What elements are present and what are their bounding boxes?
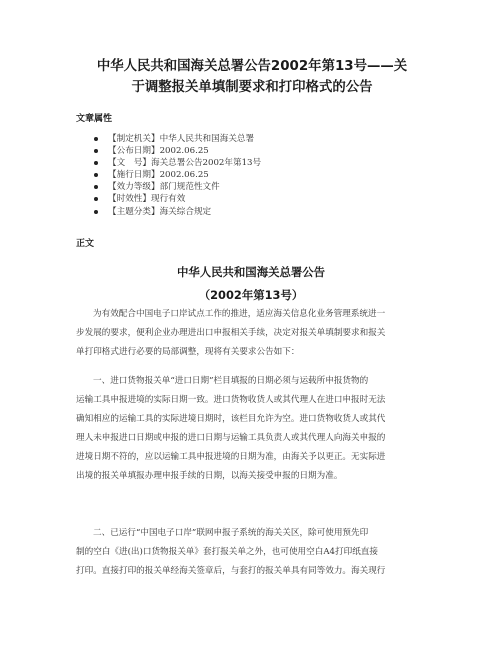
paragraph-item-2 — [76, 524, 428, 581]
paragraph-line: 为有效配合中国电子口岸试点工作的推进，适应海关信息化业务管理系统进一 — [93, 309, 386, 319]
paragraph-intro — [76, 305, 428, 362]
bullet-icon — [94, 210, 98, 214]
paragraph-line: 进境日期不符的，应以运输工具申报进境的日期为准，由海关予以更正。无实际进 — [76, 452, 386, 462]
attribute-text: 【效力等级】部门规范性文件 — [108, 182, 220, 193]
paragraph-line: 步发展的要求，便利企业办理进出口申报相关手续，决定对报关单填制要求和报关 — [76, 328, 386, 338]
paragraph-line: 出境的报关单填报办理申报手续的日期，以海关接受申报的日期为准。 — [76, 471, 343, 481]
paragraph-line: 打印。直接打印的报关单经海关签章后，与套打的报关单具有同等效力。海关现行 — [76, 566, 386, 576]
attribute-text: 【制定机关】中华人民共和国海关总署 — [108, 134, 255, 144]
body-title-line-1: 中华人民共和国海关总署公告 — [176, 265, 326, 279]
paragraph-line: 运输工具申报进境的实际日期一致。进口货物收货人或其代理人在进口申报时无法 — [76, 395, 386, 405]
document-title-line-1: 中华人民共和国海关总署公告2002年第13号——关 — [96, 59, 408, 74]
paragraph-line: 一、进口货物报关单“进口日期”栏目填报的日期必须与运载所申报货物的 — [93, 376, 369, 386]
document-title — [62, 56, 442, 98]
paragraph-line: 单打印格式进行必要的局部调整，现将有关要求公告如下： — [76, 347, 300, 357]
paragraph-line: 二、已运行“中国电子口岸”联网申报子系统的海关关区，除可使用预先印 — [93, 528, 369, 538]
bullet-icon — [94, 185, 98, 189]
paragraph-line: 确知相应的运输工具的实际进境日期时，该栏目允许为空。进口货物收货人或其代 — [76, 414, 386, 424]
attributes-heading: 文章属性 — [76, 114, 113, 124]
bullet-icon — [94, 173, 98, 177]
attribute-text: 【文 号】海关总署公告2002年第13号 — [108, 158, 262, 169]
attribute-text: 【公布日期】2002.06.25 — [108, 146, 209, 157]
body-heading: 正文 — [76, 239, 95, 249]
paragraph-item-1 — [76, 372, 428, 486]
attribute-text: 【时效性】现行有效 — [108, 194, 186, 205]
bullet-icon — [94, 197, 98, 201]
paragraph-line: 理人未申报进口日期或申报的进口日期与运输工具负责人或其代理人向海关申报的 — [76, 433, 386, 443]
paragraph-line: 制的空白《进(出)口货物报关单》套打报关单之外，也可使用空白A4打印纸直接 — [76, 547, 378, 557]
attribute-text: 【主题分类】海关综合规定 — [108, 206, 212, 217]
attribute-text: 【施行日期】2002.06.25 — [108, 170, 209, 181]
bullet-icon — [94, 149, 98, 153]
body-title-line-2: （2002年第13号） — [198, 288, 304, 302]
bullet-icon — [94, 137, 98, 141]
bullet-icon — [94, 161, 98, 165]
document-title-line-2: 于调整报关单填制要求和打印格式的公告 — [131, 80, 373, 95]
